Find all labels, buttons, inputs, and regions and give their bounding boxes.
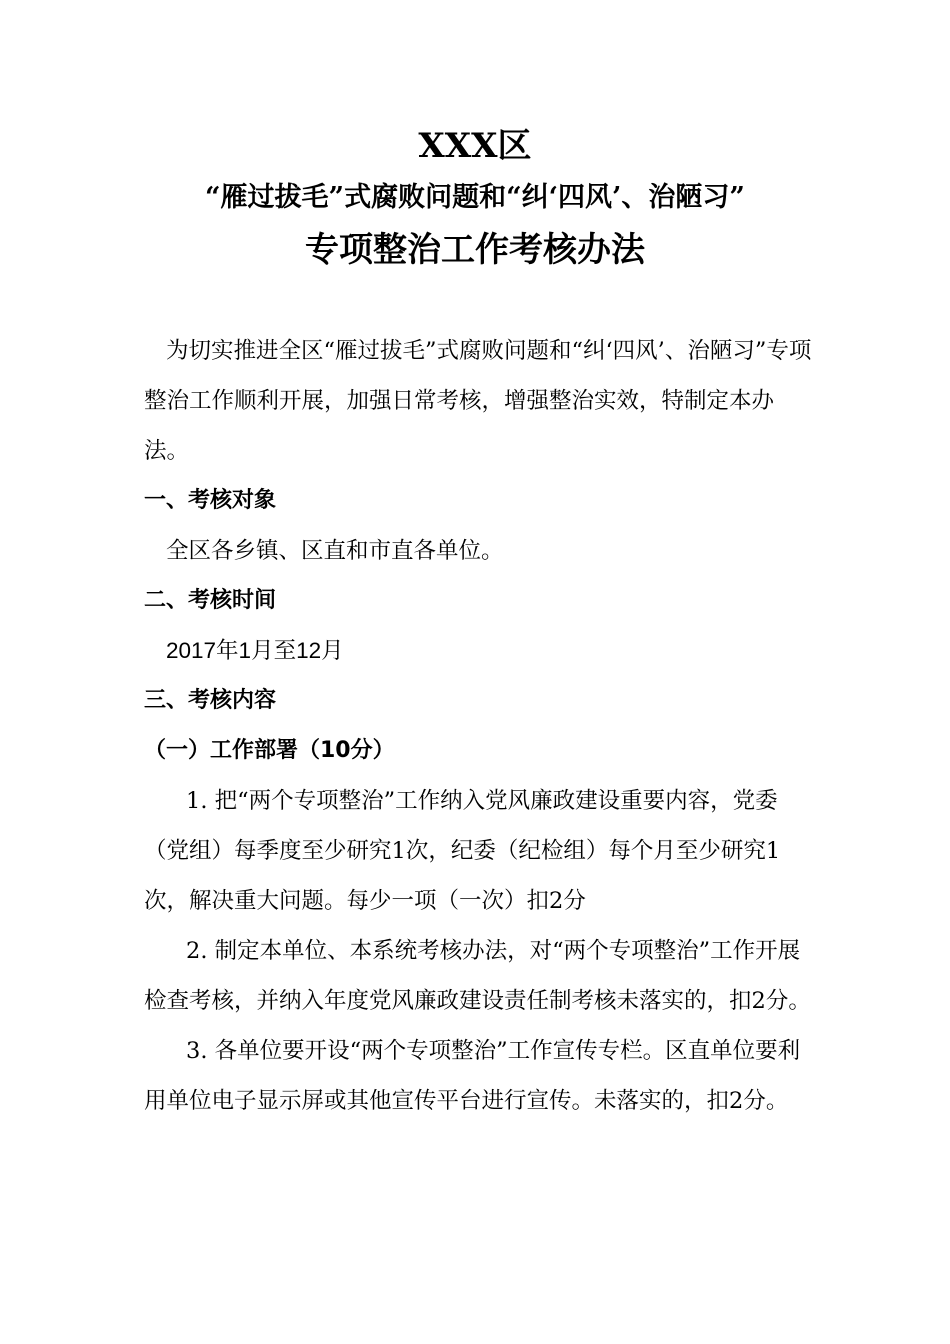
item-3: 3. 各单位要开设“两个专项整治”工作宣传专栏。区直单位要利用单位电子显示屏或其他宣传平台进行宣传。未落实的，扣2分。 <box>144 1038 801 1114</box>
item-2: 2. 制定本单位、本系统考核办法，对“两个专项整治”工作开展检查考核，并纳入年度党风廉政建设责任制考核未落实的，扣2分。 <box>144 938 811 1014</box>
document-subtitle: “雁过拔毛”式腐败问题和“纠‘四风’、治陋习” <box>205 182 745 213</box>
section-body-1: 全区各乡镇、区直和市直各单位。 <box>166 538 504 564</box>
subsection-heading: （一）工作部署（10分） <box>144 738 395 763</box>
document-body <box>144 326 814 1126</box>
document-title-line-3: 专项整治工作考核办法 <box>305 230 645 270</box>
intro-paragraph: 为切实推进全区“雁过拔毛”式腐败问题和“纠‘四风’、治陋习”专项整治工作顺利开展，加强日常考核，增强整治实效，特制定本办法。 <box>144 338 812 464</box>
document-title: XXX区 <box>418 126 532 166</box>
section-heading-3: 三、考核内容 <box>144 688 277 713</box>
item-1: 1. 把“两个专项整治”工作纳入党风廉政建设重要内容，党委（党组）每季度至少研究1次，纪委（纪检组）每个月至少研究1次，解决重大问题。每少一项（一次）扣2分 <box>144 788 781 914</box>
section-heading-1: 一、考核对象 <box>144 488 277 513</box>
section-body-2: 2017年1月至12月 <box>166 638 344 663</box>
section-heading-2: 二、考核时间 <box>144 588 277 613</box>
